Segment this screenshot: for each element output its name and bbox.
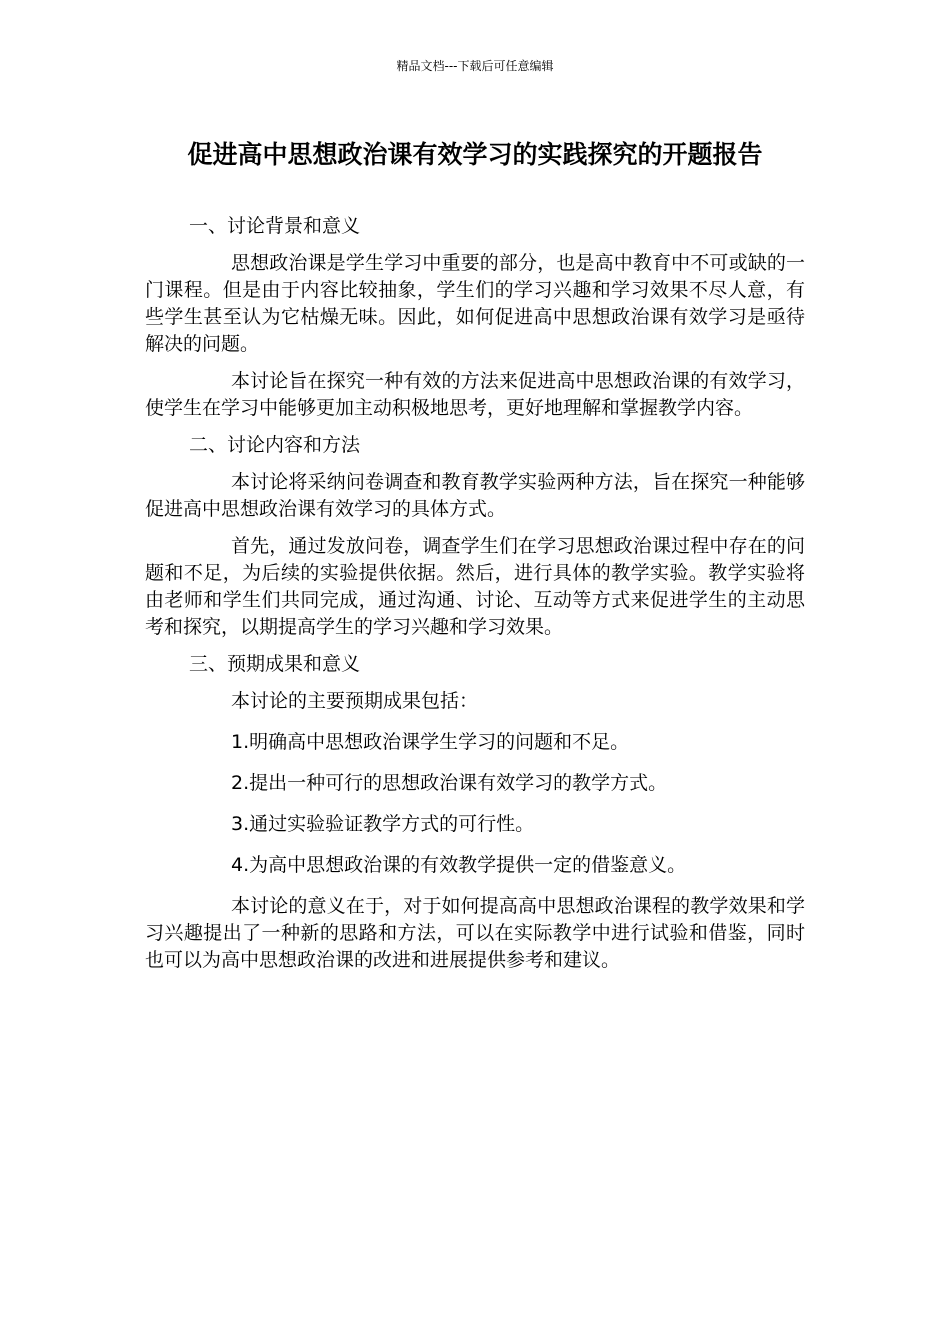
list-item: 4.为高中思想政治课的有效教学提供一定的借鉴意义。 [231, 854, 687, 876]
paragraph: 本讨论的意义在于，对于如何提高高中思想政治课程的教学效果和学习兴趣提出了一种新的思路和方法，可以在实际教学中进行试验和借鉴，同时也可以为高中思想政治课的改进和进展提供参考和建议。 [145, 895, 805, 971]
paragraph: 首先，通过发放问卷，调查学生们在学习思想政治课过程中存在的问题和不足，为后续的实验提供依据。然后，进行具体的教学实验。教学实验将由老师和学生们共同完成，通过沟通、讨论、互动等方式来促进学生的主动思考和探究，以期提高学生的学习兴趣和学习效果。 [145, 535, 805, 638]
list-item: 1.明确高中思想政治课学生学习的问题和不足。 [231, 731, 630, 753]
list-item: 3.通过实验验证教学方式的可行性。 [231, 813, 535, 835]
section-heading-content-method: 二、讨论内容和方法 [189, 434, 361, 456]
list-item: 2.提出一种可行的思想政治课有效学习的教学方式。 [231, 772, 668, 794]
section-heading-expected-results: 三、预期成果和意义 [189, 653, 361, 675]
paragraph: 本讨论将采纳问卷调查和教育教学实验两种方法，旨在探究一种能够促进高中思想政治课有效学习的具体方式。 [145, 471, 805, 520]
paragraph: 思想政治课是学生学习中重要的部分，也是高中教育中不可或缺的一门课程。但是由于内容比较抽象，学生们的学习兴趣和学习效果不尽人意，有些学生甚至认为它枯燥无味。因此，如何促进高中思想政治课有效学习是亟待解决的问题。 [145, 252, 805, 355]
document-title: 促进高中思想政治课有效学习的实践探究的开题报告 [187, 140, 763, 169]
list-intro: 本讨论的主要预期成果包括： [231, 690, 479, 712]
paragraph: 本讨论旨在探究一种有效的方法来促进高中思想政治课的有效学习，使学生在学习中能够更加主动积极地思考，更好地理解和掌握教学内容。 [145, 370, 805, 419]
section-heading-background: 一、讨论背景和意义 [189, 215, 361, 237]
document-body [145, 213, 805, 984]
page-header: 精品文档---下载后可任意编辑 [396, 59, 554, 73]
